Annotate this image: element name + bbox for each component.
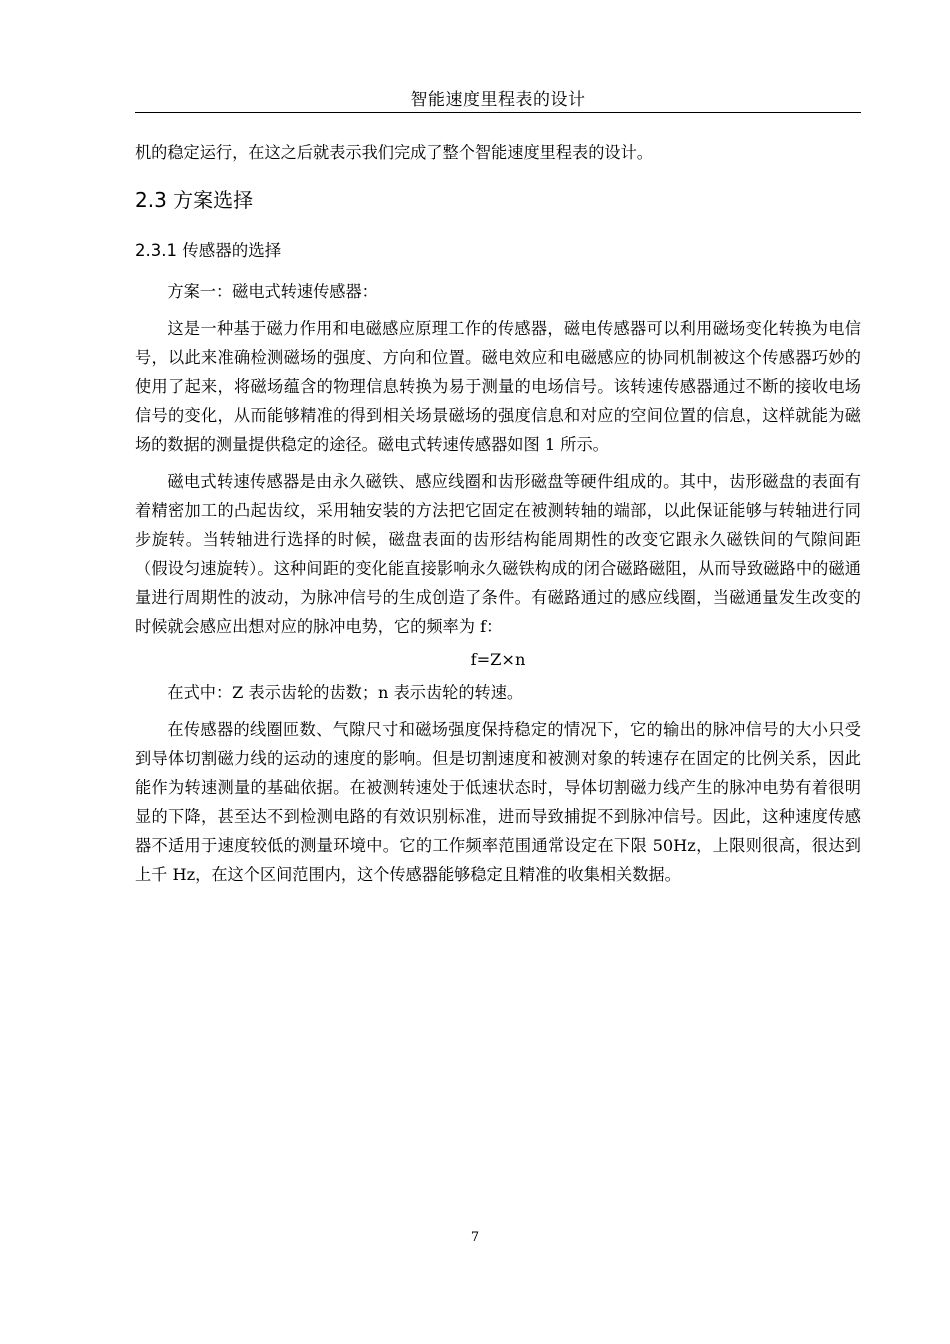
page-number: 7 [470,1230,480,1245]
continuation-text: 机的稳定运行，在这之后就表示我们完成了整个智能速度里程表的设计。 [135,143,653,162]
paragraph-3: 在传感器的线圈匝数、气隙尺寸和磁场强度保持稳定的情况下，它的输出的脉冲信号的大小只受到导体切割磁力线的运动的速度的影响。但是切割速度和被测对象的转速存在固定的比例关系，因此能作为转速测量的基础依据。在被测转速处于低速状态时，导体切割磁力线产生的脉冲电势有着很明显的下降，甚至达不到检测电路的有效识别标准，进而导致捕捉不到脉冲信号。因此，这种速度传感器不适用于速度较低的测量环境中。它的工作频率范围通常设定在下限 50Hz，上限则很高，很达到上千 Hz，在这个区间范围内，这个传感器能够稳定且精准的收集相关数据。 [135,720,861,884]
continuation-block [135,138,861,167]
paragraph-1: 这是一种基于磁力作用和电磁感应原理工作的传感器，磁电传感器可以利用磁场变化转换为电信号，以此来准确检测磁场的强度、方向和位置。磁电效应和电磁感应的协同机制被这个传感器巧妙的使用了起来，将磁场蕴含的物理信息转换为易于测量的电场信号。该转速传感器通过不断的接收电场信号的变化，从而能够精准的得到相关场景磁场的强度信息和对应的空间位置的信息，这样就能为磁场的数据的测量提供稳定的途径。磁电式转速传感器如图 1 所示。 [135,319,861,454]
header-rule [135,112,861,113]
main-body [135,277,861,889]
running-header: 智能速度里程表的设计 [410,90,586,110]
scheme-label: 方案一：磁电式转速传感器： [167,282,378,301]
formula: f=Z×n [470,650,526,669]
subsection-heading: 2.3.1 传感器的选择 [135,241,282,260]
section-heading: 2.3 方案选择 [135,188,254,212]
paragraph-2: 磁电式转速传感器是由永久磁铁、感应线圈和齿形磁盘等硬件组成的。其中，齿形磁盘的表面有着精密加工的凸起齿纹，采用轴安装的方法把它固定在被测转轴的端部，以此保证能够与转轴进行同步旋转。当转轴进行选择的时候，磁盘表面的齿形结构能周期性的改变它跟永久磁铁间的气隙间距（假设匀速旋转）。这种间距的变化能直接影响永久磁铁构成的闭合磁路磁阻，从而导致磁路中的磁通量进行周期性的波动，为脉冲信号的生成创造了条件。有磁路通过的感应线圈，当磁通量发生改变的时候就会感应出想对应的脉冲电势，它的频率为 f： [135,472,861,636]
formula-note: 在式中：Z 表示齿轮的齿数；n 表示齿轮的转速。 [167,683,524,702]
